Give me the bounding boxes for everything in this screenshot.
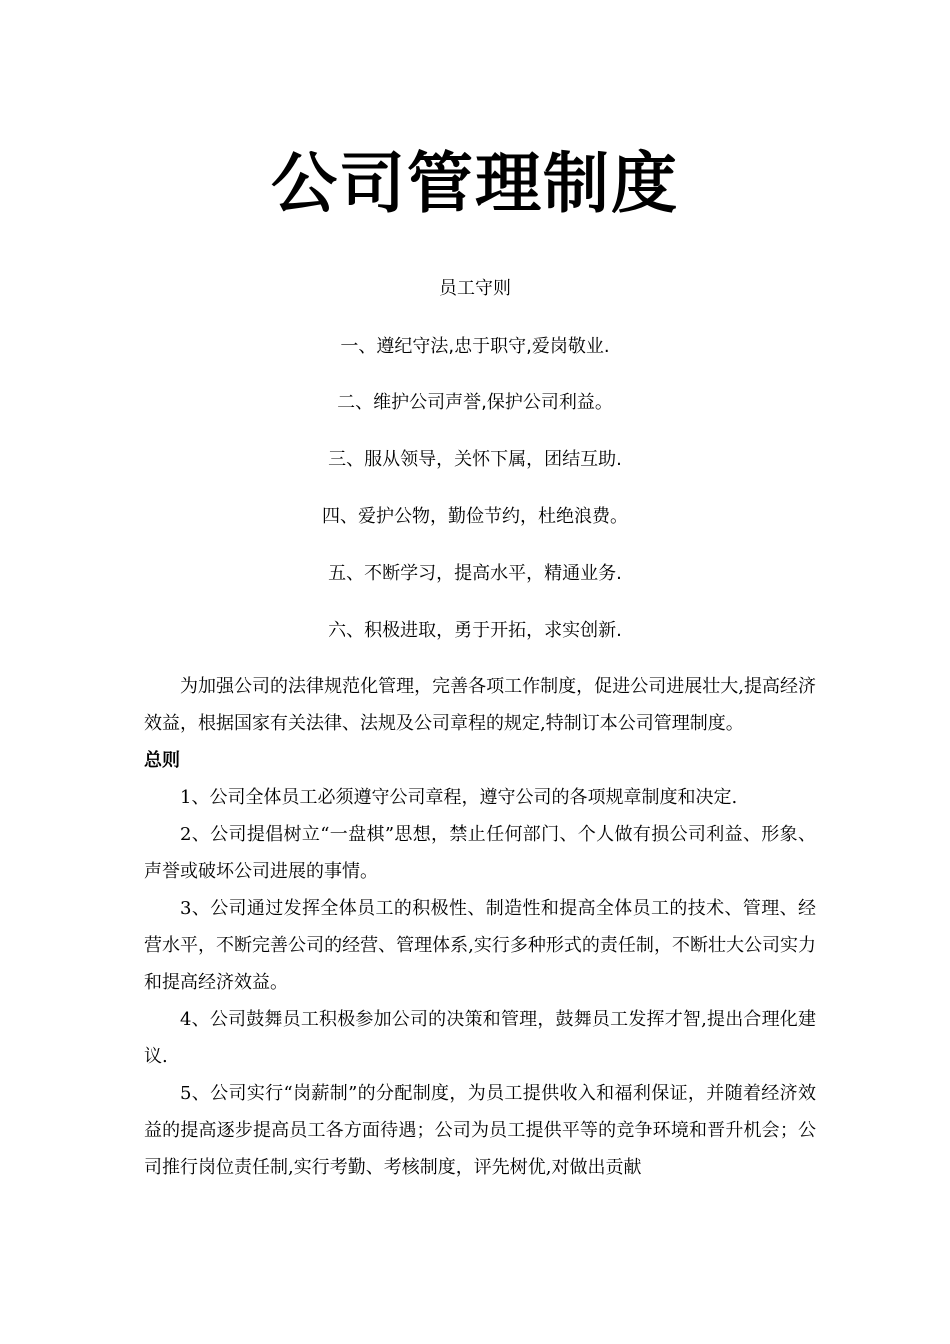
general-provisions-heading: 总则 — [144, 750, 180, 771]
article-paragraph: 1、公司全体员工必须遵守公司章程，遵守公司的各项规章制度和决定. — [180, 787, 738, 808]
article-paragraph: 2、公司提倡树立“一盘棋”思想，禁止任何部门、个人做有损公司利益、形象、声誉或破坏公司进展的事情。 — [144, 824, 816, 882]
article-paragraph: 5、公司实行“岗薪制”的分配制度，为员工提供收入和福利保证，并随着经济效益的提高逐步提高员工各方面待遇；公司为员工提供平等的竞争环境和晋升机会；公司推行岗位责任制,实行考勤、考核制度，评先树优,对做出贡献 — [144, 1083, 816, 1178]
document-title: 公司管理制度 — [271, 144, 679, 222]
principle-item: 三、服从领导，关怀下属，团结互助. — [328, 449, 622, 470]
principle-item: 六、积极进取，勇于开拓，求实创新. — [328, 620, 622, 641]
intro-paragraph: 为加强公司的法律规范化管理，完善各项工作制度，促进公司进展壮大,提高经济效益，根据国家有关法律、法规及公司章程的规定,特制订本公司管理制度。 — [144, 676, 816, 734]
document-body — [144, 668, 816, 1186]
principle-item: 一、遵纪守法,忠于职守,爱岗敬业. — [340, 336, 610, 357]
article-paragraph: 4、公司鼓舞员工积极参加公司的决策和管理，鼓舞员工发挥才智,提出合理化建议. — [144, 1009, 816, 1067]
principle-item: 五、不断学习，提高水平，精通业务. — [328, 563, 622, 584]
section-title: 员工守则 — [439, 278, 511, 299]
principle-item: 二、维护公司声誉,保护公司利益。 — [337, 392, 613, 413]
principle-item: 四、爱护公物，勤俭节约，杜绝浪费。 — [322, 506, 628, 527]
article-paragraph: 3、公司通过发挥全体员工的积极性、制造性和提高全体员工的技术、管理、经营水平，不断完善公司的经营、管理体系,实行多种形式的责任制，不断壮大公司实力和提高经济效益。 — [144, 898, 816, 993]
